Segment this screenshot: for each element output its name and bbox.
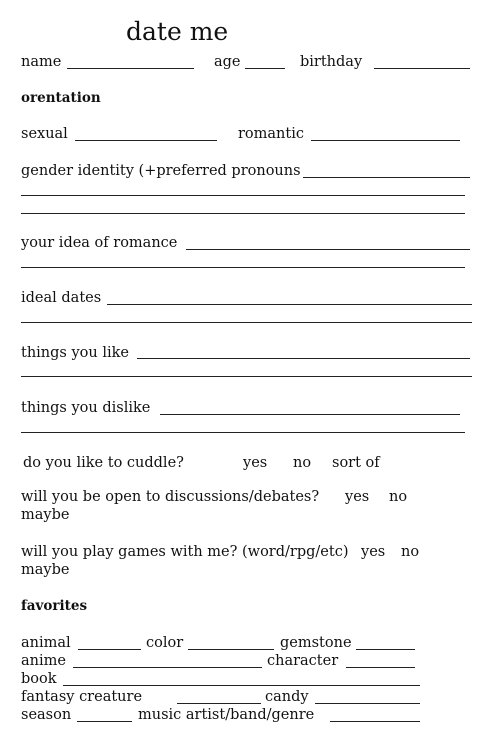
book-field[interactable] <box>63 685 420 686</box>
dates-field[interactable] <box>107 304 472 305</box>
cuddle-sort-of-option[interactable]: sort of <box>332 455 380 471</box>
games-yes-option[interactable]: yes <box>361 544 386 560</box>
page-title: date me <box>126 17 229 46</box>
orientation-heading: orentation <box>21 90 101 106</box>
dates-label: ideal dates <box>21 290 102 306</box>
name-field[interactable] <box>67 68 194 69</box>
candy-label: candy <box>265 689 309 705</box>
music-label: music artist/band/genre <box>138 707 315 723</box>
character-field[interactable] <box>346 667 415 668</box>
color-field[interactable] <box>188 649 274 650</box>
romance-field-line2[interactable] <box>21 267 465 268</box>
birthday-field[interactable] <box>374 68 470 69</box>
gender-field[interactable] <box>303 177 470 178</box>
sexual-field[interactable] <box>75 140 217 141</box>
debates-no-option[interactable]: no <box>389 489 408 505</box>
birthday-label: birthday <box>300 54 363 70</box>
gemstone-label: gemstone <box>280 635 352 651</box>
favorites-heading: favorites <box>21 598 88 614</box>
animal-label: animal <box>21 635 71 651</box>
likes-label: things you like <box>21 345 129 361</box>
candy-field[interactable] <box>315 703 420 704</box>
dislikes-label: things you dislike <box>21 400 151 416</box>
games-maybe-option[interactable]: maybe <box>21 562 70 578</box>
dates-field-line2[interactable] <box>21 322 472 323</box>
cuddle-question: do you like to cuddle? <box>23 455 184 471</box>
season-label: season <box>21 707 72 723</box>
romantic-field[interactable] <box>311 140 460 141</box>
romantic-label: romantic <box>238 126 304 142</box>
dislikes-field-line2[interactable] <box>21 432 465 433</box>
gender-field-line3[interactable] <box>21 213 465 214</box>
debates-maybe-option[interactable]: maybe <box>21 507 70 523</box>
likes-field-line2[interactable] <box>21 376 472 377</box>
anime-field[interactable] <box>73 667 262 668</box>
age-field[interactable] <box>245 68 285 69</box>
gender-label: gender identity (+preferred pronouns <box>21 163 301 179</box>
romance-label: your idea of romance <box>21 235 178 251</box>
likes-field[interactable] <box>137 358 470 359</box>
sexual-label: sexual <box>21 126 68 142</box>
cuddle-yes-option[interactable]: yes <box>243 455 268 471</box>
fantasy-creature-field[interactable] <box>177 703 261 704</box>
color-label: color <box>146 635 184 651</box>
character-label: character <box>267 653 339 669</box>
animal-field[interactable] <box>78 649 141 650</box>
games-question: will you play games with me? (word/rpg/etc) <box>21 544 349 560</box>
age-label: age <box>214 54 241 70</box>
name-label: name <box>21 54 62 70</box>
gender-field-line2[interactable] <box>21 195 465 196</box>
debates-yes-option[interactable]: yes <box>345 489 370 505</box>
music-field[interactable] <box>330 721 420 722</box>
fantasy-creature-label: fantasy creature <box>21 689 143 705</box>
dislikes-field[interactable] <box>160 414 460 415</box>
gemstone-field[interactable] <box>356 649 415 650</box>
cuddle-no-option[interactable]: no <box>293 455 312 471</box>
romance-field[interactable] <box>186 249 470 250</box>
debates-question: will you be open to discussions/debates? <box>21 489 320 505</box>
book-label: book <box>21 671 57 687</box>
anime-label: anime <box>21 653 66 669</box>
season-field[interactable] <box>77 721 132 722</box>
games-no-option[interactable]: no <box>401 544 420 560</box>
